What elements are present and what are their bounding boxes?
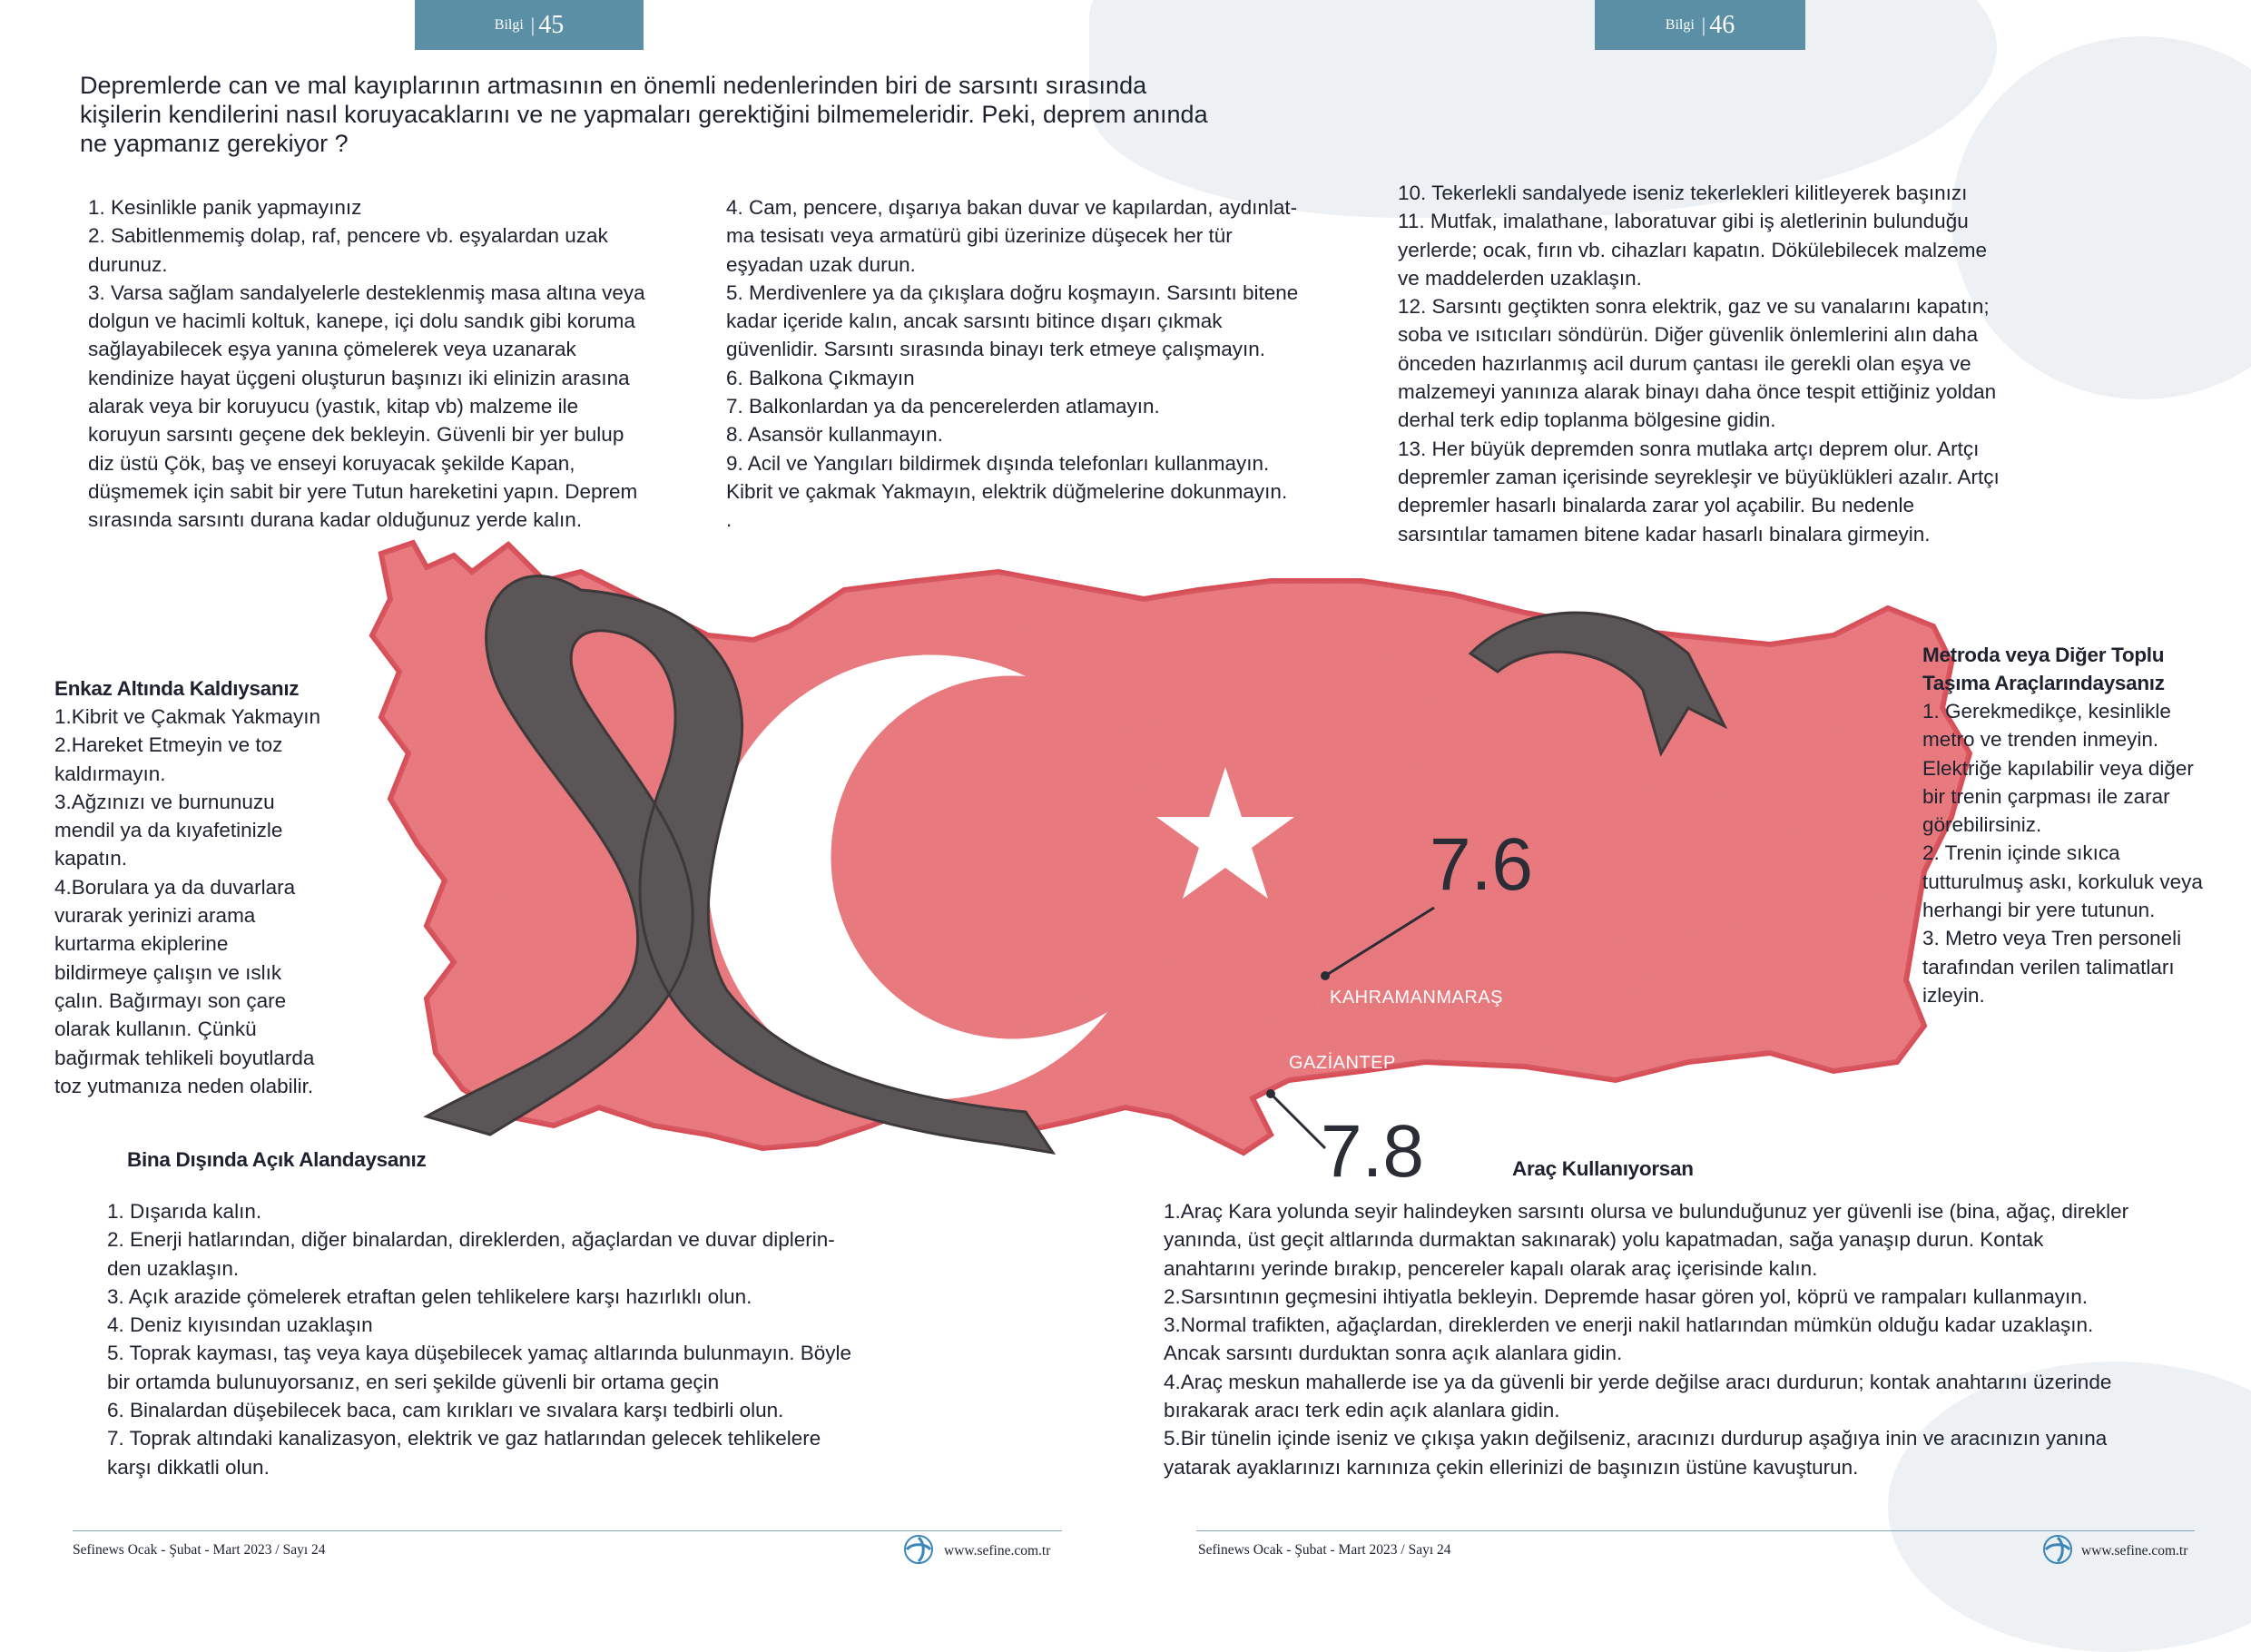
text-line: görebilirsiniz.	[1922, 813, 2042, 837]
text-line: 2.Sarsıntının geçmesini ihtiyatla bekleyin. Depremde hasar gören yol, köprü ve rampaları kullanmayın.	[1164, 1284, 2089, 1308]
text-line: den uzaklaşın.	[107, 1256, 240, 1280]
text-line: Ancak sarsıntı durduktan sonra açık alanlara gidin.	[1164, 1342, 1623, 1365]
text-line: 7. Balkonlardan ya da pencerelerden atlamayın.	[726, 395, 1160, 418]
text-line: metro ve trenden inmeyin.	[1922, 728, 2159, 752]
text-line: çalın. Bağırmayı son çare	[54, 988, 287, 1012]
section-heading: Taşıma Araçlarındaysanız	[1922, 672, 2165, 694]
section-heading: Bina Dışında Açık Alandaysanız	[127, 1148, 427, 1171]
footer-divider	[73, 1530, 1062, 1531]
text-line: 4.Araç meskun mahallerde ise ya da güvenli bir yerde değilse aracı durdurun; kontak anahtarını üzerinde	[1164, 1370, 2112, 1393]
steps-column-1	[88, 193, 714, 535]
sefine-logo-icon	[903, 1534, 934, 1565]
text-line: olarak kullanın. Çünkü	[54, 1018, 257, 1041]
text-line: kapatın.	[54, 847, 128, 870]
text-line: kaldırmayın.	[54, 762, 166, 785]
text-line: 1. Dışarıda kalın.	[107, 1200, 262, 1223]
text-line: 9. Acil ve Yangıları bildirmek dışında telefonları kullanmayın.	[726, 451, 1270, 475]
text-line: mendil ya da kıyafetinizle	[54, 819, 283, 842]
text-line: 4. Cam, pencere, dışarıya bakan duvar ve kapılardan, aydınlat-	[726, 196, 1298, 219]
arac-section	[1164, 1197, 2235, 1481]
page-number: 46	[1709, 10, 1735, 39]
text-line: 1. Gerekmedikçe, kesinlikle	[1922, 700, 2171, 723]
text-line: 1. Kesinlikle panik yapmayınız	[88, 196, 362, 219]
text-line: 5. Merdivenlere ya da çıkışlara doğru koşmayın. Sarsıntı bitene	[726, 280, 1299, 304]
text-line: kadar içeride kalın, ancak sarsıntı bitince dışarı çıkmak	[726, 310, 1223, 333]
text-line: 2. Enerji hatlarından, diğer binalardan, direklerden, ağaçlardan ve duvar diplerin-	[107, 1228, 835, 1252]
text-line: 8. Asansör kullanmayın.	[726, 423, 943, 447]
text-line: herhangi bir yere tutunun.	[1922, 899, 2156, 922]
text-line: dolgun ve hacimli koltuk, kanepe, içi dolu sandık gibi koruma	[88, 310, 635, 333]
text-line: düşmemek için sabit bir yere Tutun hareketini yapın. Deprem	[88, 479, 638, 503]
tab-label: Bilgi	[1665, 16, 1695, 33]
tab-label: Bilgi	[494, 16, 524, 33]
text-line: Elektriğe kapılabilir veya diğer	[1922, 756, 2194, 780]
magnitude-label: 7.8	[1321, 1110, 1424, 1193]
text-line: yanında, üst geçit altlarında durmaktan sakınarak) yolu kapatmadan, sağa yanaşıp durun. Kontak	[1164, 1228, 2044, 1252]
text-line: 3. Varsa sağlam sandalyelerle desteklenmiş masa altına veya	[88, 280, 645, 304]
text-line: 1.Kibrit ve Çakmak Yakmayın	[54, 705, 321, 728]
text-line: kendinize hayat üçgeni oluşturun başınızı iki elinizin arasına	[88, 366, 630, 389]
text-line: soba ve ısıtıcıları söndürün. Diğer güvenlik önlemlerini alın daha	[1398, 323, 1979, 347]
city-label: KAHRAMANMARAŞ	[1330, 988, 1503, 1008]
text-line: kurtarma ekiplerine	[54, 932, 229, 956]
text-line: ma tesisatı veya armatürü gibi üzerinize düşecek her tür	[726, 224, 1233, 248]
text-line: toz yutmanıza neden olabilir.	[54, 1074, 314, 1097]
intro-paragraph: Depremlerde can ve mal kayıplarının artmasının en önemli nedenlerinden biri de sarsıntı sırasında kişilerin kendilerini nasıl koruyacaklarını ve ne yapmaları gerektiğini bilmemeleridir. Peki, deprem anında ne yapmanız gerekiyor ?	[80, 72, 1208, 157]
section-heading: Metroda veya Diğer Toplu	[1922, 644, 2165, 666]
text-line: .	[726, 508, 732, 532]
magnitude-label: 7.6	[1430, 823, 1533, 906]
text-line: bırakarak aracı terk edin açık alanlara gidin.	[1164, 1399, 1560, 1422]
text-line: anahtarını yerinde bırakıp, pencereler kapalı olarak araç içerisinde kalın.	[1164, 1256, 1818, 1280]
text-line: güvenlidir. Sarsıntı sırasında binayı terk etmeye çalışmayın.	[726, 338, 1266, 361]
text-line: 11. Mutfak, imalathane, laboratuvar gibi iş aletlerinin bulunduğu	[1398, 210, 1969, 233]
text-line: bir trenin çarpması ile zarar	[1922, 784, 2170, 808]
text-line: 4.Borulara ya da duvarlara	[54, 875, 296, 899]
text-line: karşı dikkatli olun.	[107, 1455, 270, 1479]
enkaz-section	[54, 674, 354, 1100]
text-line: 2. Sabitlenmemiş dolap, raf, pencere vb. eşyalardan uzak	[88, 224, 608, 248]
text-line: tarafından verilen talimatları	[1922, 955, 2175, 978]
text-line: diz üstü Çök, baş ve enseyi koruyacak şekilde Kapan,	[88, 451, 575, 475]
text-line: 13. Her büyük depremden sonra mutlaka artçı deprem olur. Artçı	[1398, 437, 1980, 460]
page-tab-right: Bilgi | 46	[1595, 0, 1805, 50]
text-line: vurarak yerinizi arama	[54, 904, 256, 928]
text-line: Kibrit ve çakmak Yakmayın, elektrik düğmelerine dokunmayın.	[726, 479, 1288, 503]
text-line: 3.Ağzınızı ve burnunuzu	[54, 790, 275, 813]
text-line: bildirmeye çalışın ve ıslık	[54, 960, 282, 984]
page-number: 45	[538, 10, 565, 39]
pointer-dot	[1266, 1089, 1275, 1098]
text-line: bağırmak tehlikeli boyutlarda	[54, 1046, 315, 1069]
footer-url[interactable]: www.sefine.com.tr	[944, 1543, 1051, 1559]
text-line: 3. Metro veya Tren personeli	[1922, 927, 2182, 950]
text-line: 4. Deniz kıyısından uzaklaşın	[107, 1313, 373, 1337]
pointer-dot	[1321, 971, 1330, 980]
metro-section	[1922, 641, 2231, 1009]
sefine-logo-icon	[2042, 1534, 2073, 1565]
text-line: ve maddelerden uzaklaşın.	[1398, 266, 1642, 290]
steps-column-3	[1398, 179, 2088, 548]
city-label: GAZİANTEP	[1289, 1053, 1396, 1073]
text-line: eşyadan uzak durun.	[726, 252, 916, 276]
section-heading: Araç Kullanıyorsan	[1512, 1157, 1694, 1180]
text-line: derhal terk edip toplanma bölgesine gidin.	[1398, 408, 1776, 432]
steps-column-2	[726, 193, 1361, 535]
footer-issue: Sefinews Ocak - Şubat - Mart 2023 / Sayı 24	[73, 1542, 326, 1558]
text-line: 6. Binalardan düşebilecek baca, cam kırıkları ve sıvalara karşı tedbirli olun.	[107, 1399, 784, 1422]
text-line: 7. Toprak altındaki kanalizasyon, elektrik ve gaz hatlarından gelecek tehlikelere	[107, 1427, 821, 1450]
text-line: durunuz.	[88, 252, 168, 276]
text-line: depremler hasarlı binalarda zarar yol açabilir. Bu nedenle	[1398, 494, 1915, 517]
text-line: depremler zaman içerisinde seyrekleşir ve büyüklükleri azalır. Artçı	[1398, 465, 2000, 488]
text-line: bir ortamda bulunuyorsanız, en seri şekilde güvenli bir ortama geçin	[107, 1370, 720, 1393]
text-line: 3. Açık arazide çömelerek etraftan gelen tehlikelere karşı hazırlıklı olun.	[107, 1284, 752, 1308]
text-line: yerlerde; ocak, fırın vb. cihazları kapatın. Dökülebilecek malzeme	[1398, 238, 1988, 261]
text-line: 6. Balkona Çıkmayın	[726, 366, 915, 389]
text-line: koruyun sarsıntı geçene dek bekleyin. Güvenli bir yer bulup	[88, 423, 624, 447]
page-tab-left: Bilgi | 45	[415, 0, 644, 50]
text-line: yatarak ayaklarınızı karnınıza çekin ellerinizi de başınızın üstüne kavuşturun.	[1164, 1455, 1859, 1479]
text-line: malzemeyi yanınıza alarak binayı daha önce tespit ettiğiniz yoldan	[1398, 380, 1997, 404]
section-heading: Enkaz Altında Kaldıysanız	[54, 677, 300, 700]
pointer-line	[1271, 1094, 1325, 1148]
text-line: 5. Toprak kayması, taş veya kaya düşebilecek yamaç altlarında bulunmayın. Böyle	[107, 1342, 852, 1365]
text-line: önceden hazırlanmış acil durum çantası ile gerekli olan eşya ve	[1398, 351, 1971, 375]
text-line: sırasında sarsıntı durana kadar olduğunuz yerde kalın.	[88, 508, 583, 532]
text-line: 5.Bir tünelin içinde iseniz ve çıkışa yakın değilseniz, aracınızı durdurup aşağıya inin ve aracınızın yanına	[1164, 1427, 2108, 1450]
text-line: 2. Trenin içinde sıkıca	[1922, 841, 2120, 865]
text-line: izleyin.	[1922, 983, 1985, 1007]
text-line: sarsıntılar tamamen bitene kadar hasarlı binalara girmeyin.	[1398, 522, 1931, 546]
text-line: tutturulmuş askı, korkuluk veya	[1922, 870, 2203, 893]
text-line: sağlayabilecek eşya yanına çömelerek veya uzanarak	[88, 338, 576, 361]
footer-divider	[1196, 1530, 2195, 1531]
text-line: 10. Tekerlekli sandalyede iseniz tekerlekleri kilitleyerek başınızı	[1398, 182, 1968, 204]
footer-issue: Sefinews Ocak - Şubat - Mart 2023 / Sayı 24	[1198, 1542, 1451, 1558]
text-line: 2.Hareket Etmeyin ve toz	[54, 733, 283, 757]
acik-alan-section	[107, 1197, 942, 1481]
text-line: alarak veya bir koruyucu (yastık, kitap vb) malzeme ile	[88, 395, 579, 418]
text-line: 3.Normal trafikten, ağaçlardan, direklerden ve enerji nakil hatlarından mümkün olduğu kadar uzaklaşın.	[1164, 1313, 2094, 1337]
text-line: 1.Araç Kara yolunda seyir halindeyken sarsıntı olursa ve bulunduğunuz yer güvenli ise (bina, ağaç, direkler	[1164, 1200, 2129, 1223]
text-line: 12. Sarsıntı geçtikten sonra elektrik, gaz ve su vanalarını kapatın;	[1398, 295, 1990, 319]
footer-url[interactable]: www.sefine.com.tr	[2081, 1543, 2188, 1559]
